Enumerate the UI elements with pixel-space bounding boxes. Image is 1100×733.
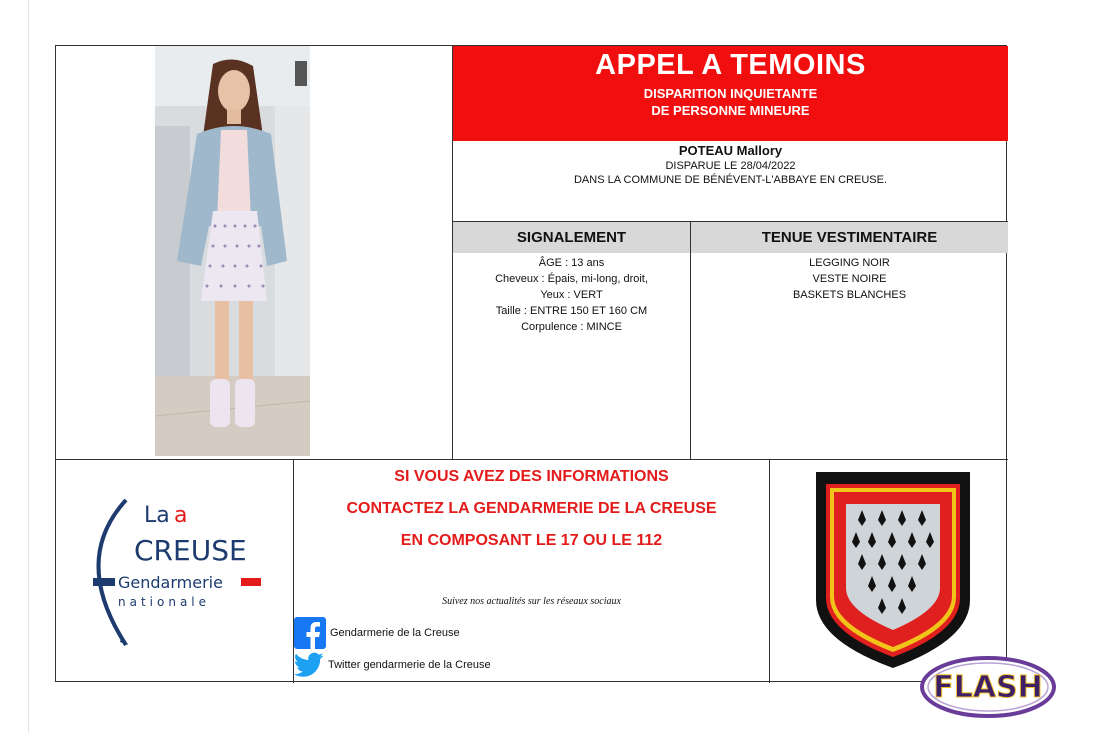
description-build: Corpulence : MINCE xyxy=(521,321,622,333)
twitter-link[interactable] xyxy=(294,650,491,680)
flash-watermark xyxy=(919,655,1057,724)
crest-cell xyxy=(770,460,1008,683)
ermine-shield-icon xyxy=(770,460,1008,683)
appeal-subtitle-1: DISPARITION INQUIETANTE xyxy=(643,86,818,101)
appeal-subtitle-2: DE PERSONNE MINEURE xyxy=(651,103,810,118)
clothing-item: LEGGING NOIR xyxy=(809,257,890,269)
description-age: ÂGE : 13 ans xyxy=(538,257,605,269)
disappearance-location: DANS LA COMMUNE DE BÉNÉVENT-L'ABBAYE EN CREUSE. xyxy=(573,174,888,186)
facebook-label: Gendarmerie de la Creuse xyxy=(330,627,460,639)
contact-line-3: EN COMPOSANT LE 17 OU LE 112 xyxy=(400,532,663,549)
missing-person-photo xyxy=(155,46,310,456)
photo-cell xyxy=(56,46,453,460)
flash-logo xyxy=(919,655,1057,719)
gendarmerie-creuse-logo xyxy=(56,460,294,683)
clothing-item: VESTE NOIRE xyxy=(812,273,887,285)
contact-line-1: SI VOUS AVEZ DES INFORMATIONS xyxy=(394,468,669,485)
description-hair: Cheveux : Épais, mi-long, droit, xyxy=(495,273,648,285)
page-margin-line xyxy=(28,0,29,733)
social-follow-text: Suivez nos actualités sur les réseaux sociaux xyxy=(442,596,621,607)
facebook-link[interactable] xyxy=(294,618,460,648)
identity-block xyxy=(453,141,1008,222)
description-height: Taille : ENTRE 150 ET 160 CM xyxy=(495,305,648,317)
appeal-header xyxy=(453,46,1008,141)
facebook-icon xyxy=(294,617,326,649)
logo-la: La xyxy=(144,503,170,528)
person-name: POTEAU Mallory xyxy=(678,143,783,158)
logo-creuse: CREUSE xyxy=(134,534,247,567)
clothing-heading: TENUE VESTIMENTAIRE xyxy=(691,222,1008,253)
description-heading: SIGNALEMENT xyxy=(453,222,690,253)
clothing-item: BASKETS BLANCHES xyxy=(792,289,907,301)
disappearance-date: DISPARUE LE 28/04/2022 xyxy=(665,160,796,172)
description-eyes: Yeux : VERT xyxy=(540,289,603,301)
contact-line-2: CONTACTEZ LA GENDARMERIE DE LA CREUSE xyxy=(346,500,717,517)
clothing-column xyxy=(691,222,1008,460)
svg-text:a: a xyxy=(174,503,188,528)
twitter-label: Twitter gendarmerie de la Creuse xyxy=(328,659,491,671)
logo-gendarmerie: Gendarmerie xyxy=(118,573,223,592)
flash-text: FLASH xyxy=(933,670,1043,705)
logo-nationale: nationale xyxy=(118,595,211,609)
missing-person-poster xyxy=(55,45,1007,682)
gendarmerie-logo-cell xyxy=(56,460,294,683)
twitter-icon xyxy=(294,652,324,678)
appeal-title: APPEL A TEMOINS xyxy=(595,49,866,81)
contact-block xyxy=(294,460,770,683)
description-column xyxy=(453,222,691,460)
